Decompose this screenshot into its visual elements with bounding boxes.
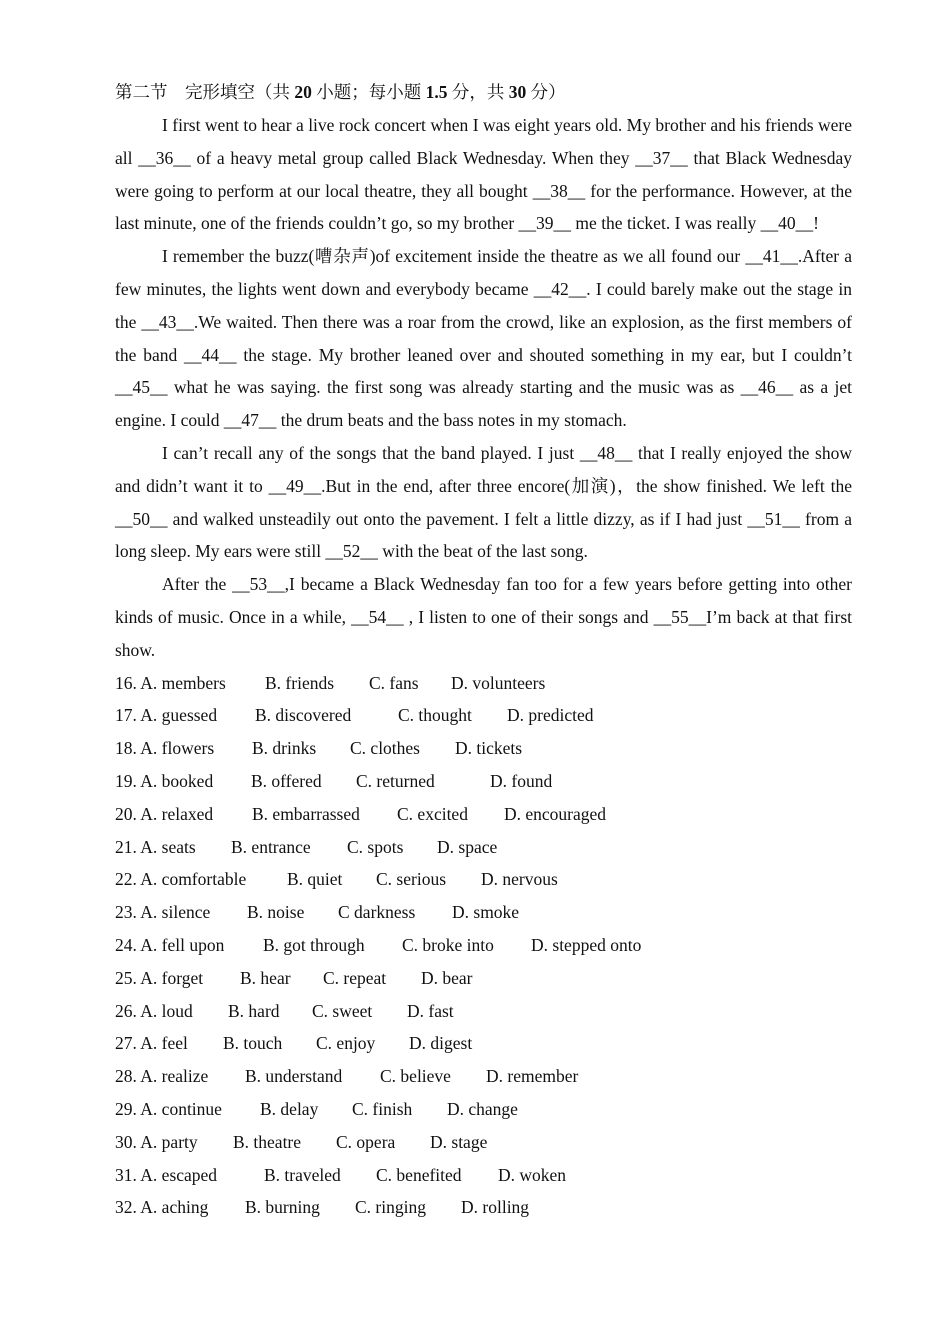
question-option-c: C. excited bbox=[397, 803, 468, 824]
question-row bbox=[115, 699, 852, 732]
question-option-a: 29. A. continue bbox=[115, 1098, 222, 1119]
question-option-a: 26. A. loud bbox=[115, 1000, 193, 1021]
heading-each: 1.5 bbox=[425, 82, 448, 102]
question-row bbox=[115, 1126, 852, 1159]
question-option-b: B. friends bbox=[265, 672, 335, 693]
question-option-b: B. entrance bbox=[231, 836, 311, 857]
passage-paragraph-4: After the __53__,I became a Black Wednesday fan too for a few years before getting into other kinds of music. Once in a while, __54__ , I listen to one of their songs and __55__I’m back at that first show. bbox=[115, 574, 852, 660]
question-option-d: D. found bbox=[490, 770, 553, 791]
question-option-d: D. smoke bbox=[452, 902, 520, 923]
question-option-a: 27. A. feel bbox=[115, 1033, 188, 1054]
question-option-a: 21. A. seats bbox=[115, 836, 196, 857]
question-option-b: B. burning bbox=[245, 1197, 320, 1218]
question-option-d: D. bear bbox=[421, 967, 473, 988]
passage-paragraph-3: I can’t recall any of the songs that the band played. I just __48__ that I really enjoyed the show and didn’t want it to __49__.But in the end, after three encore(加演)，the show finished. We left the __50__ and walked unsteadily out onto the pavement. I felt a little dizzy, as if I had just __51__ from a long sleep. My ears were still __52__ with the beat of the last song. bbox=[115, 442, 852, 562]
question-option-a: 31. A. escaped bbox=[115, 1164, 218, 1185]
question-option-b: B. delay bbox=[260, 1098, 319, 1119]
question-option-d: D. remember bbox=[486, 1066, 579, 1087]
question-option-c: C. broke into bbox=[402, 934, 494, 955]
question-option-c: C. fans bbox=[369, 672, 419, 693]
question-option-b: B. discovered bbox=[255, 705, 352, 726]
question-row bbox=[115, 962, 852, 995]
question-option-a: 20. A. relaxed bbox=[115, 803, 214, 824]
question-option-a: 25. A. forget bbox=[115, 967, 204, 988]
question-option-d: D. space bbox=[437, 836, 498, 857]
question-row bbox=[115, 896, 852, 929]
question-option-d: D. predicted bbox=[507, 705, 594, 726]
question-option-b: B. theatre bbox=[233, 1131, 302, 1152]
question-option-c: C. thought bbox=[398, 705, 472, 726]
question-option-c: C. returned bbox=[356, 770, 435, 791]
question-option-d: D. tickets bbox=[455, 738, 523, 759]
question-row bbox=[115, 929, 852, 962]
question-option-a: 19. A. booked bbox=[115, 770, 214, 791]
document-page bbox=[115, 76, 852, 1224]
question-option-b: B. embarrassed bbox=[252, 803, 360, 824]
question-row bbox=[115, 831, 852, 864]
question-row bbox=[115, 863, 852, 896]
question-options-list bbox=[115, 667, 852, 1225]
question-option-d: D. nervous bbox=[481, 869, 558, 890]
question-option-c: C. enjoy bbox=[316, 1033, 376, 1054]
question-option-c: C. serious bbox=[376, 869, 446, 890]
question-option-d: D. stepped onto bbox=[531, 934, 642, 955]
question-option-b: B. hard bbox=[228, 1000, 280, 1021]
heading-suffix: 分） bbox=[526, 82, 566, 102]
question-option-d: D. volunteers bbox=[451, 672, 546, 693]
heading-mid2: 分，共 bbox=[447, 82, 509, 102]
question-option-c: C. finish bbox=[352, 1098, 413, 1119]
question-option-b: B. hear bbox=[240, 967, 291, 988]
question-option-c: C. clothes bbox=[350, 738, 420, 759]
question-option-a: 23. A. silence bbox=[115, 902, 211, 923]
heading-total: 30 bbox=[508, 82, 527, 102]
question-row bbox=[115, 1191, 852, 1224]
question-option-c: C. opera bbox=[336, 1131, 396, 1152]
heading-count: 20 bbox=[294, 82, 312, 102]
question-option-a: 30. A. party bbox=[115, 1131, 198, 1152]
question-option-a: 28. A. realize bbox=[115, 1066, 209, 1087]
question-option-a: 22. A. comfortable bbox=[115, 869, 247, 890]
question-option-c: C. repeat bbox=[323, 967, 387, 988]
heading-mid1: 小题；每小题 bbox=[311, 82, 426, 102]
question-option-c: C. benefited bbox=[376, 1164, 462, 1185]
question-row bbox=[115, 732, 852, 765]
question-option-b: B. drinks bbox=[252, 738, 317, 759]
question-option-a: 17. A. guessed bbox=[115, 705, 218, 726]
question-option-c: C. sweet bbox=[312, 1000, 373, 1021]
passage-paragraph-2: I remember the buzz(嘈杂声)of excitement inside the theatre as we all found our __41__.After a few minutes, the lights went down and everybody became __42__. I could barely make out the stage in the __43__.We waited. Then there was a roar from the crowd, like an explosion, as the first members of the band __44__ the stage. My brother leaned over and shouted something in my ear, but I couldn’t __45__ what he was saying. the first song was already starting and the music was as __46__ as a jet engine. I could __47__ the drum beats and the bass notes in my stomach. bbox=[115, 246, 852, 431]
passage-paragraph-1: I first went to hear a live rock concert when I was eight years old. My brother and his friends were all __36__ of a heavy metal group called Black Wednesday. When they __37__ that Black Wednesday were going to perform at our local theatre, they all bought __38__ for the performance. However, at the last minute, one of the friends couldn’t go, so my brother __39__ me the ticket. I was really __40__! bbox=[115, 115, 852, 234]
question-option-d: D. fast bbox=[407, 1000, 454, 1021]
question-row bbox=[115, 1060, 852, 1093]
question-option-a: 24. A. fell upon bbox=[115, 934, 225, 955]
question-option-a: 32. A. aching bbox=[115, 1197, 209, 1218]
question-option-d: D. digest bbox=[409, 1033, 473, 1054]
question-option-d: D. woken bbox=[498, 1164, 567, 1185]
question-option-c: C. spots bbox=[347, 836, 404, 857]
question-row bbox=[115, 1093, 852, 1126]
section-heading bbox=[115, 76, 852, 109]
question-option-b: B. understand bbox=[245, 1066, 343, 1087]
question-row bbox=[115, 1027, 852, 1060]
question-option-b: B. got through bbox=[263, 934, 365, 955]
question-row bbox=[115, 798, 852, 831]
question-option-c: C. ringing bbox=[355, 1197, 426, 1218]
question-option-c: C. believe bbox=[380, 1066, 451, 1087]
question-option-d: D. rolling bbox=[461, 1197, 530, 1218]
question-option-a: 16. A. members bbox=[115, 672, 226, 693]
question-option-b: B. offered bbox=[251, 770, 322, 791]
question-option-b: B. noise bbox=[247, 902, 305, 923]
question-option-d: D. encouraged bbox=[504, 803, 607, 824]
question-row bbox=[115, 995, 852, 1028]
question-option-d: D. stage bbox=[430, 1131, 488, 1152]
question-option-d: D. change bbox=[447, 1098, 518, 1119]
question-row bbox=[115, 1159, 852, 1192]
question-option-a: 18. A. flowers bbox=[115, 738, 215, 759]
question-option-b: B. quiet bbox=[287, 869, 343, 890]
question-option-b: B. touch bbox=[223, 1033, 283, 1054]
heading-prefix: 第二节 完形填空（共 bbox=[115, 82, 295, 102]
question-option-b: B. traveled bbox=[264, 1164, 341, 1185]
question-row bbox=[115, 667, 852, 700]
question-option-c: C darkness bbox=[338, 902, 416, 923]
question-row bbox=[115, 765, 852, 798]
